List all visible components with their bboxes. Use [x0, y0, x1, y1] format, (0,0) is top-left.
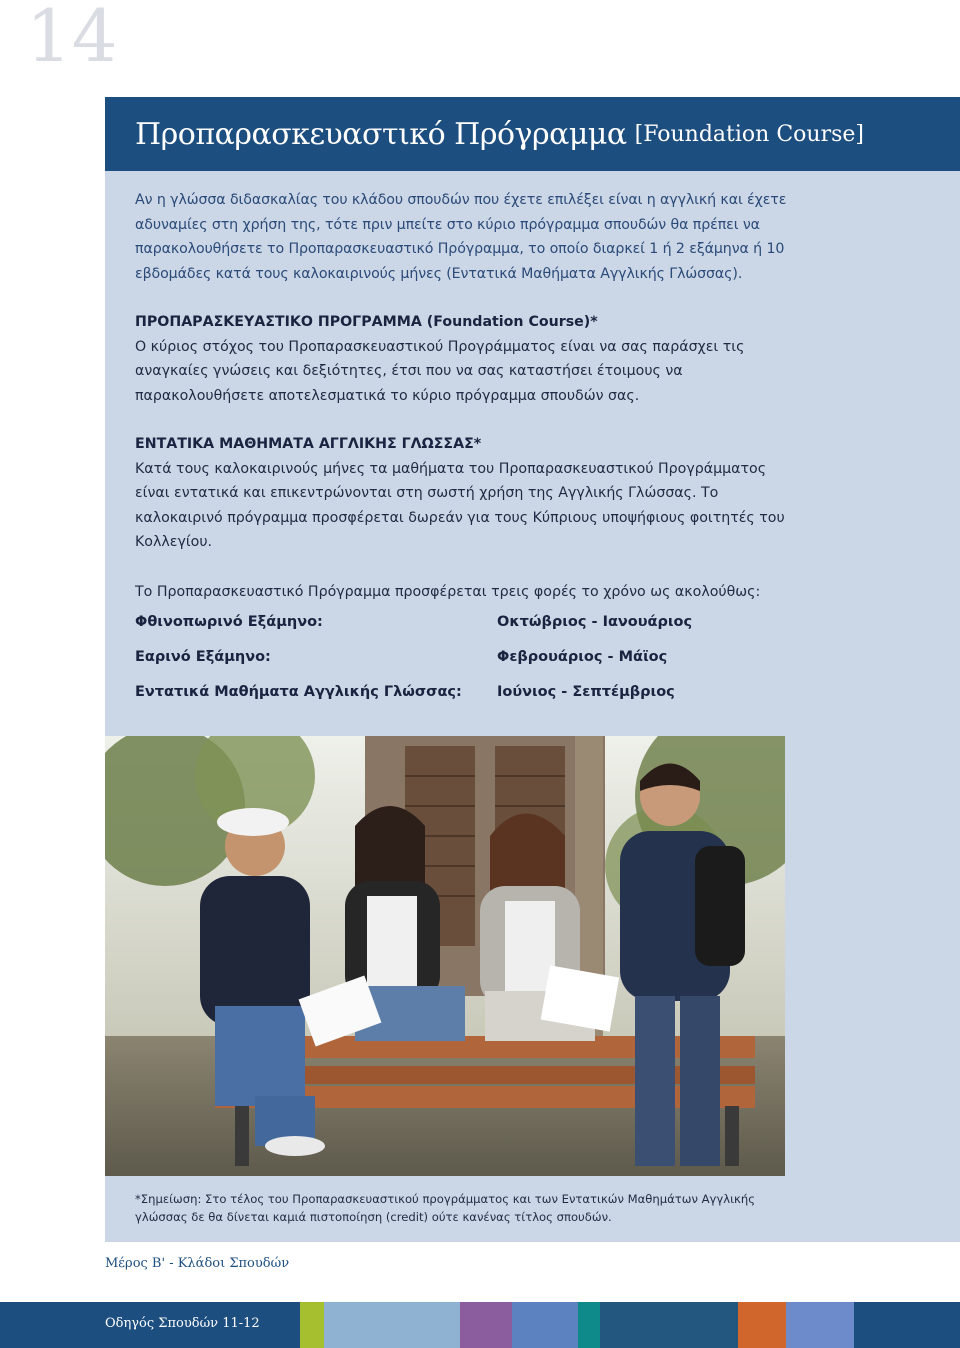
color-strip-segment	[786, 1302, 854, 1348]
color-strip-segment	[854, 1302, 960, 1348]
schedule-period: Ιούνιος - Σεπτέμβριος	[497, 684, 675, 700]
intro-paragraph: Αν η γλώσσα διδασκαλίας του κλάδου σπουδών που έχετε επιλέξει είναι η αγγλική και έχετε αδυναμίες στη χρήση της, τότε πριν μπείτε στο κύριο πρόγραμμα σπουδών θα πρέπει να παρακολουθήσετε το Προπαρασκευαστικό Πρόγραμμα, το οποίο διαρκεί 1 ή 2 εξάμηνα ή 10 εβδομάδες κατά τους καλοκαιρινούς μήνες (Εντατικά Μαθήματα Αγγλικής Γλώσσας).	[135, 192, 787, 282]
section-foundation	[135, 310, 795, 408]
students-photo-illustration	[105, 736, 785, 1176]
page-title-english: [Foundation Course]	[634, 121, 864, 147]
page-title: Προπαρασκευαστικό Πρόγραμμα	[135, 116, 627, 152]
section-body: Ο κύριος στόχος του Προπαρασκευαστικού Προγράμματος είναι να σας παράσχει τις αναγκαίες γνώσεις και δεξιότητες, έτσι που να σας καταστήσει έτοιμους να παρακολουθήσετε αποτελεσματικά το κύριο πρόγραμμα σπουδών σας.	[135, 338, 745, 404]
page-title-bar	[105, 97, 960, 171]
schedule-label: Φθινοπωρινό Εξάμηνο:	[135, 614, 323, 630]
section-body: Κατά τους καλοκαιρινούς μήνες τα μαθήματα του Προπαρασκευαστικού Προγράμματος είναι εντατικά και επικεντρώνονται στη σωστή χρήση της Αγγλικής Γλώσσας. Το καλοκαιρινό πρόγραμμα προσφέρεται δωρεάν για τους Κύπριους υποψήφιους φοιτητές του Κολλεγίου.	[135, 460, 785, 550]
color-strip-segment	[324, 1302, 460, 1348]
offer-paragraph: Το Προπαρασκευαστικό Πρόγραμμα προσφέρεται τρεις φορές το χρόνο ως ακολούθως:	[135, 584, 761, 600]
schedule-label: Εντατικά Μαθήματα Αγγλικής Γλώσσας:	[135, 684, 462, 700]
color-strip-segment	[300, 1302, 324, 1348]
color-strip-segment	[578, 1302, 600, 1348]
page-number: 14	[26, 0, 118, 78]
schedule-period: Φεβρουάριος - Μάϊος	[497, 649, 668, 665]
schedule-row	[135, 614, 755, 649]
guide-label: Οδηγός Σπουδών 11-12	[105, 1316, 260, 1331]
section-intensive-english	[135, 432, 795, 555]
schedule-period: Οκτώβριος - Ιανουάριος	[497, 614, 693, 630]
section-heading: ΠΡΟΠΑΡΑΣΚΕΥΑΣΤΙΚΟ ΠΡΟΓΡΑΜΜΑ (Foundation Course)*	[135, 314, 598, 330]
schedule-label: Εαρινό Εξάμηνο:	[135, 649, 271, 665]
students-photo	[105, 736, 785, 1176]
color-strip-segment	[460, 1302, 512, 1348]
section-heading: ΕΝΤΑΤΙΚΑ ΜΑΘΗΜΑΤΑ ΑΓΓΛΙΚΗΣ ΓΛΩΣΣΑΣ*	[135, 436, 482, 452]
section-footer: Μέρος Β' - Κλάδοι Σπουδών	[105, 1256, 290, 1271]
schedule-table	[135, 614, 755, 719]
color-strip-segment	[738, 1302, 786, 1348]
color-strip-segment	[512, 1302, 578, 1348]
schedule-row	[135, 684, 755, 719]
schedule-row	[135, 649, 755, 684]
color-strip-segment	[600, 1302, 738, 1348]
footnote: *Σημείωση: Στο τέλος του Προπαρασκευαστικού προγράμματος και των Εντατικών Μαθημάτων Αγγλικής γλώσσας δε θα δίνεται καμιά πιστοποίηση (credit) ούτε κανένας τίτλος σπουδών.	[135, 1192, 756, 1224]
